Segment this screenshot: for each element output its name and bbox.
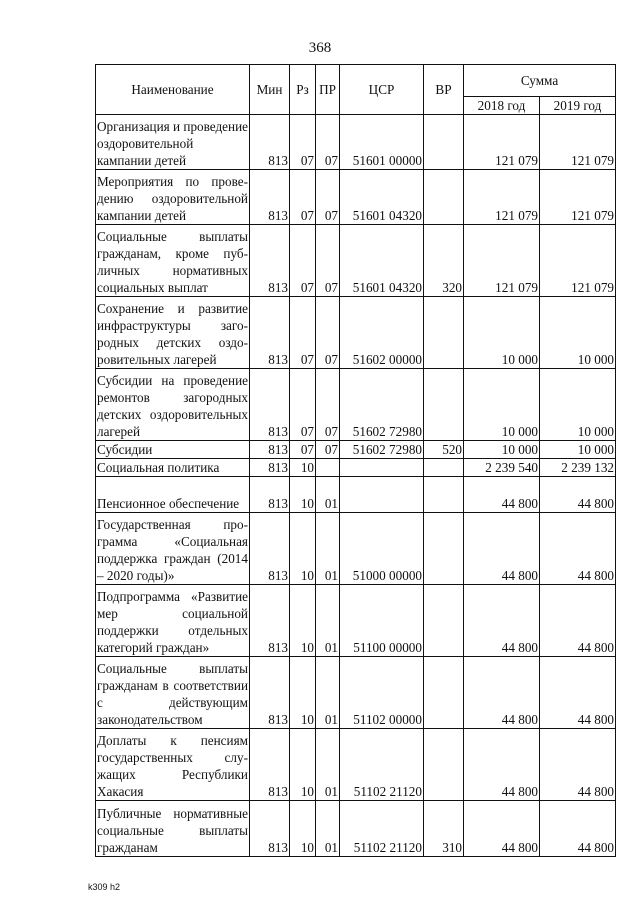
budget-table [95, 64, 616, 857]
row-sum-2019: 10 000 [540, 297, 616, 369]
row-sum-2018: 44 800 [464, 657, 540, 729]
row-name: Сохранение и развитие инфраструктуры загородных детских оздоровительных лагерей [96, 297, 250, 369]
table-row [96, 115, 616, 170]
row-vr [424, 297, 464, 369]
row-csr: 51601 04320 [340, 225, 424, 297]
footer-code: k309 h2 [88, 882, 121, 892]
row-min: 813 [250, 170, 290, 225]
row-vr [424, 729, 464, 801]
table-row [96, 369, 616, 441]
header-vr: ВР [424, 65, 464, 115]
header-rz: Рз [290, 65, 316, 115]
row-rz: 07 [290, 441, 316, 459]
row-sum-2019: 44 800 [540, 585, 616, 657]
row-sum-2018: 44 800 [464, 477, 540, 513]
row-rz: 07 [290, 297, 316, 369]
row-vr [424, 115, 464, 170]
row-csr: 51602 72980 [340, 441, 424, 459]
row-min: 813 [250, 297, 290, 369]
row-rz: 10 [290, 729, 316, 801]
row-pr: 07 [316, 369, 340, 441]
row-min: 813 [250, 585, 290, 657]
table-row [96, 585, 616, 657]
row-sum-2019: 10 000 [540, 369, 616, 441]
row-min: 813 [250, 657, 290, 729]
row-pr: 01 [316, 477, 340, 513]
header-year-2019: 2019 год [540, 97, 616, 115]
row-csr: 51601 00000 [340, 115, 424, 170]
row-pr: 07 [316, 297, 340, 369]
row-min: 813 [250, 801, 290, 857]
row-sum-2019: 44 800 [540, 477, 616, 513]
row-sum-2018: 121 079 [464, 225, 540, 297]
header-year-2018: 2018 год [464, 97, 540, 115]
row-pr: 07 [316, 225, 340, 297]
row-sum-2019: 121 079 [540, 115, 616, 170]
table-row [96, 459, 616, 477]
row-csr: 51000 00000 [340, 513, 424, 585]
row-vr [424, 459, 464, 477]
row-vr [424, 170, 464, 225]
table-row [96, 801, 616, 857]
row-pr: 01 [316, 801, 340, 857]
page-number: 368 [308, 40, 332, 56]
row-rz: 10 [290, 801, 316, 857]
row-sum-2019: 121 079 [540, 225, 616, 297]
row-sum-2019: 2 239 132 [540, 459, 616, 477]
row-vr: 320 [424, 225, 464, 297]
row-sum-2018: 121 079 [464, 115, 540, 170]
row-sum-2019: 44 800 [540, 801, 616, 857]
table-row [96, 297, 616, 369]
row-sum-2018: 2 239 540 [464, 459, 540, 477]
row-rz: 10 [290, 477, 316, 513]
row-csr: 51100 00000 [340, 585, 424, 657]
row-sum-2018: 44 800 [464, 585, 540, 657]
table-row [96, 170, 616, 225]
row-vr [424, 513, 464, 585]
row-pr: 01 [316, 513, 340, 585]
row-vr: 310 [424, 801, 464, 857]
row-sum-2018: 10 000 [464, 441, 540, 459]
row-min: 813 [250, 225, 290, 297]
row-rz: 07 [290, 170, 316, 225]
row-name: Субсидии на проведение ремонтов загородных детских оздоровительных лагерей [96, 369, 250, 441]
row-rz: 10 [290, 657, 316, 729]
row-rz: 07 [290, 115, 316, 170]
row-name: Субсидии [96, 441, 250, 459]
row-vr [424, 369, 464, 441]
row-sum-2018: 121 079 [464, 170, 540, 225]
table-row [96, 513, 616, 585]
table-row [96, 225, 616, 297]
row-sum-2018: 44 800 [464, 801, 540, 857]
header-name: Наименование [96, 65, 250, 115]
row-sum-2018: 44 800 [464, 513, 540, 585]
row-min: 813 [250, 513, 290, 585]
row-name: Социальные выплаты гражданам, кроме публичных нормативных социальных выплат [96, 225, 250, 297]
row-csr [340, 477, 424, 513]
row-csr: 51602 00000 [340, 297, 424, 369]
table-row [96, 477, 616, 513]
header-csr: ЦСР [340, 65, 424, 115]
header-pr: ПР [316, 65, 340, 115]
row-pr [316, 459, 340, 477]
row-name: Организация и проведение оздоровительной кампании детей [96, 115, 250, 170]
row-name: Пенсионное обеспечение [96, 477, 250, 513]
row-pr: 01 [316, 585, 340, 657]
row-sum-2018: 44 800 [464, 729, 540, 801]
row-vr [424, 477, 464, 513]
row-vr: 520 [424, 441, 464, 459]
row-pr: 01 [316, 729, 340, 801]
row-name: Социальные выплаты гражданам в соответствии с действующим законодательством [96, 657, 250, 729]
row-csr: 51601 04320 [340, 170, 424, 225]
row-rz: 10 [290, 459, 316, 477]
row-name: Государственная программа «Социальная поддержка граждан (2014 – 2020 годы)» [96, 513, 250, 585]
row-vr [424, 657, 464, 729]
row-sum-2018: 10 000 [464, 297, 540, 369]
row-rz: 07 [290, 225, 316, 297]
row-name: Доплаты к пенсиям государственных служащих Республики Хакасия [96, 729, 250, 801]
row-sum-2019: 121 079 [540, 170, 616, 225]
row-rz: 10 [290, 513, 316, 585]
header-sum: Сумма [464, 65, 616, 97]
table-row [96, 657, 616, 729]
row-name: Мероприятия по проведению оздоровительной кампании детей [96, 170, 250, 225]
row-csr: 51102 21120 [340, 729, 424, 801]
row-rz: 07 [290, 369, 316, 441]
header-min: Мин [250, 65, 290, 115]
row-csr: 51102 21120 [340, 801, 424, 857]
table-row [96, 441, 616, 459]
row-min: 813 [250, 369, 290, 441]
row-csr [340, 459, 424, 477]
row-pr: 07 [316, 115, 340, 170]
row-min: 813 [250, 115, 290, 170]
row-name: Подпрограмма «Развитие мер социальной поддержки отдельных категорий граждан» [96, 585, 250, 657]
row-vr [424, 585, 464, 657]
row-sum-2019: 10 000 [540, 441, 616, 459]
row-name: Социальная политика [96, 459, 250, 477]
row-pr: 07 [316, 441, 340, 459]
row-sum-2018: 10 000 [464, 369, 540, 441]
row-pr: 01 [316, 657, 340, 729]
table-body [96, 115, 616, 857]
row-rz: 10 [290, 585, 316, 657]
row-min: 813 [250, 729, 290, 801]
row-min: 813 [250, 477, 290, 513]
row-min: 813 [250, 441, 290, 459]
row-sum-2019: 44 800 [540, 729, 616, 801]
row-csr: 51602 72980 [340, 369, 424, 441]
row-sum-2019: 44 800 [540, 513, 616, 585]
row-min: 813 [250, 459, 290, 477]
table-row [96, 729, 616, 801]
row-sum-2019: 44 800 [540, 657, 616, 729]
row-pr: 07 [316, 170, 340, 225]
row-csr: 51102 00000 [340, 657, 424, 729]
row-name: Публичные нормативные социальные выплаты гражданам [96, 801, 250, 857]
